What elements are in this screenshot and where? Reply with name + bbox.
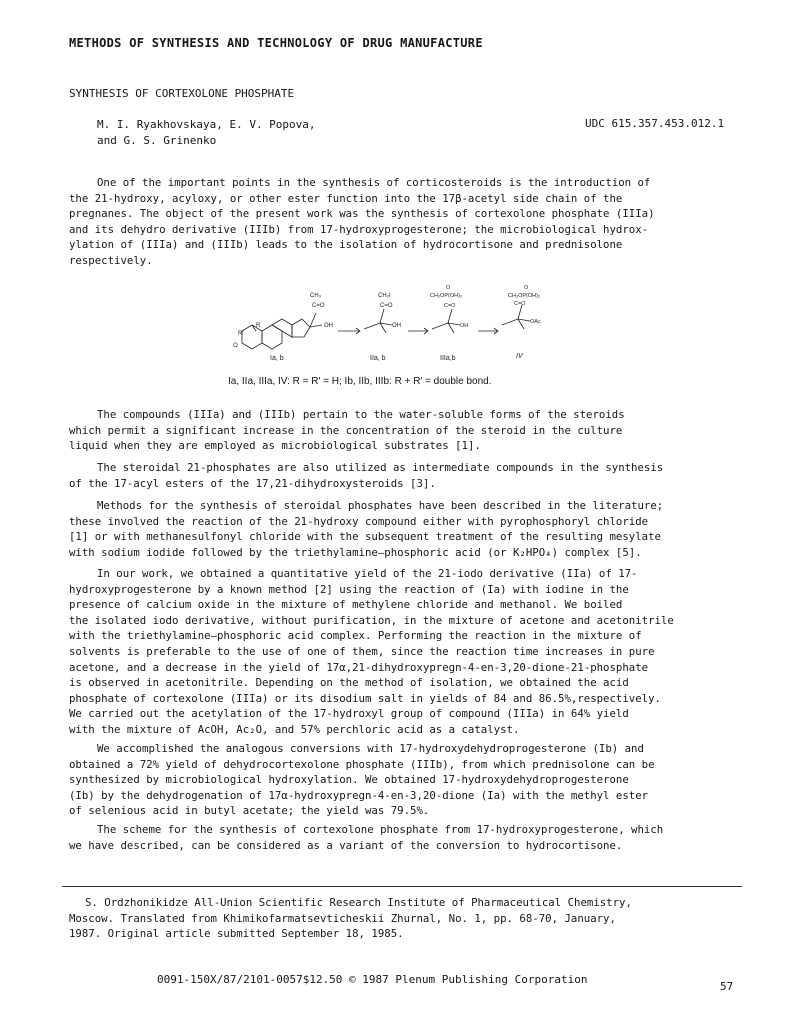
substituent-oh: OH — [460, 323, 469, 329]
authors-line-2: and G. S. Grinenko — [97, 134, 217, 147]
compound-label-iv: IV — [516, 353, 523, 360]
paragraph-intro — [69, 175, 749, 269]
substituent-co: C=O — [514, 301, 526, 307]
paragraph-intermediates — [69, 460, 749, 491]
text-line: the isolated iodo derivative, without purification, in the mixture of acetone and acetonitrile — [69, 613, 674, 627]
footnote-line: S. Ordzhonikidze All-Union Scientific Research Institute of Pharmaceutical Chemistry, — [85, 896, 632, 909]
substituent-co: C=O — [312, 303, 325, 309]
text-line: acetone, and a decrease in the yield of 17α,21-dihydroxypregn-4-en-3,20-dione-21-phosphate — [69, 660, 649, 674]
text-line: of the 17-acyl esters of the 17,21-dihydroxysteroids [3]. — [69, 476, 436, 490]
text-line: hydroxyprogesterone by a known method [2] using the reaction of (Ia) with iodine in the — [69, 582, 629, 596]
text-line: with the triethylamine—phosphoric acid complex. Performing the reaction in the mixture of — [69, 629, 642, 643]
text-line: liquid when they are employed as microbiological substrates [1]. — [69, 439, 481, 453]
paragraph-our-work — [69, 566, 749, 738]
text-line: One of the important points in the synthesis of corticosteroids is the introduction of — [97, 176, 651, 189]
text-line: synthesized by microbiological hydroxylation. We obtained 17-hydroxydehydroprogesterone — [69, 773, 629, 787]
text-line: The compounds (IIIa) and (IIIb) pertain to the water-soluble forms of the steroids — [97, 408, 625, 421]
authors — [97, 117, 316, 149]
footnote — [69, 895, 749, 942]
text-line: [1] or with methanesulfonyl chloride with the subsequent treatment of the resulting mesylate — [69, 530, 661, 544]
copyright-line: 0091-150X/87/2101-0057$12.50 © 1987 Plenum Publishing Corporation — [157, 973, 588, 986]
substituent-r-prime: R' — [238, 331, 244, 337]
page-number: 57 — [720, 980, 734, 993]
substituent-ch3: CH₃ — [310, 293, 322, 299]
substituent-o: O — [446, 285, 451, 291]
paragraph-methods — [69, 498, 749, 560]
text-line: these involved the reaction of the 21-hydroxy compound either with pyrophosphoryl chloride — [69, 514, 649, 528]
udc-code: UDC 615.357.453.012.1 — [585, 117, 725, 130]
text-line: We carried out the acetylation of the 17-hydroxyl group of compound (IIIa) in 64% yield — [69, 707, 629, 721]
footnote-line: 1987. Original article submitted September 18, 1985. — [69, 927, 404, 941]
text-line: ylation of (IIIa) and (IIIb) leads to the isolation of hydrocortisone and prednisolone — [69, 238, 623, 252]
text-line: We accomplished the analogous conversions with 17-hydroxydehydroprogesterone (Ib) and — [97, 742, 644, 755]
steroid-fragment-iii — [432, 309, 460, 333]
text-line: with sodium iodide followed by the triethylamine—phosphoric acid (or K₂HPO₄) complex [5]. — [69, 545, 642, 559]
text-line: In our work, we obtained a quantitative yield of the 21-iodo derivative (IIa) of 17- — [97, 567, 638, 580]
text-line: solvents is preferable to the use of one of them, since the reaction time increases in pure — [69, 644, 655, 658]
article-title: SYNTHESIS OF CORTEXOLONE PHOSPHATE — [69, 87, 295, 100]
substituent-ch2i: CH₂I — [378, 293, 391, 299]
text-line: with the mixture of AcOH, Ac₂O, and 57% perchloric acid as a catalyst. — [69, 722, 520, 736]
arrow-3 — [478, 328, 498, 334]
text-line: the 21-hydroxy, acyloxy, or other ester function into the 17β-acetyl side chain of the — [69, 191, 623, 205]
arrow-1 — [338, 328, 360, 334]
substituent-o: O — [524, 285, 529, 291]
footnote-divider — [62, 886, 742, 887]
footnote-line: Moscow. Translated from Khimikofarmatsevticheskii Zhurnal, No. 1, pp. 68-70, January, — [69, 911, 616, 925]
arrow-2 — [408, 328, 428, 334]
authors-line-1: M. I. Ryakhovskaya, E. V. Popova, — [97, 118, 316, 131]
text-line: of selenious acid in butyl acetate; the yield was 79.5%. — [69, 804, 430, 818]
steroid-skeleton-i — [242, 313, 322, 349]
substituent-co: C=O — [380, 303, 393, 309]
text-line: Methods for the synthesis of steroidal phosphates have been described in the literature; — [97, 499, 664, 512]
substituent-ch2op: CH₂OP(OH)₂ — [508, 293, 541, 299]
compound-label-iii: IIIa,b — [440, 355, 456, 362]
text-line: The steroidal 21-phosphates are also utilized as intermediate compounds in the synthesis — [97, 461, 664, 474]
steroid-fragment-iv — [502, 305, 530, 329]
steroid-fragment-ii — [364, 309, 392, 333]
text-line: presence of calcium oxide in the mixture of methylene chloride and methanol. We boiled — [69, 598, 623, 612]
scheme-caption: Ia, IIa, IIIa, IV: R = R′ = H; Ib, IIb, IIIb: R + R′ = double bond. — [228, 376, 492, 387]
text-line: and its dehydro derivative (IIIb) from 17-hydroxyprogesterone; the microbiological hydrox- — [69, 222, 649, 236]
text-line: pregnanes. The object of the present work was the synthesis of cortexolone phosphate (IIIa) — [69, 207, 655, 221]
paragraph-conclusion — [69, 822, 749, 853]
compound-label-i: Ia, b — [270, 355, 284, 362]
text-line: which permit a significant increase in the concentration of the steroid in the culture — [69, 423, 623, 437]
substituent-co: C=O — [444, 303, 456, 309]
substituent-oh: OH — [392, 323, 401, 329]
text-line: is observed in acetonitrile. Depending on the method of isolation, we obtained the acid — [69, 676, 629, 690]
text-line: obtained a 72% yield of dehydrocortexolone phosphate (IIIb), from which prednisolone can be — [69, 757, 655, 771]
substituent-oac: OAc — [530, 319, 541, 325]
text-line: respectively. — [69, 253, 153, 267]
substituent-ch2op: CH₂OP(OH)₂ — [430, 293, 463, 299]
text-line: The scheme for the synthesis of cortexolone phosphate from 17-hydroxyprogesterone, which — [97, 823, 664, 836]
paragraph-analogous — [69, 741, 749, 819]
reaction-scheme — [228, 285, 568, 365]
substituent-o: O — [233, 343, 238, 349]
journal-header: METHODS OF SYNTHESIS AND TECHNOLOGY OF DRUG MANUFACTURE — [69, 36, 483, 50]
text-line: we have described, can be considered as a variant of the conversion to hydrocortisone. — [69, 838, 623, 852]
text-line: phosphate of cortexolone (IIIa) or its disodium salt in yields of 84 and 86.5%,respectively. — [69, 691, 661, 705]
compound-label-ii: IIa, b — [370, 355, 386, 362]
paragraph-water-soluble — [69, 407, 749, 454]
substituent-oh: OH — [324, 323, 333, 329]
substituent-r: R — [256, 323, 261, 329]
text-line: (Ib) by the dehydrogenation of 17α-hydroxypregn-4-en-3,20-dione (Ia) with the methyl ester — [69, 788, 649, 802]
